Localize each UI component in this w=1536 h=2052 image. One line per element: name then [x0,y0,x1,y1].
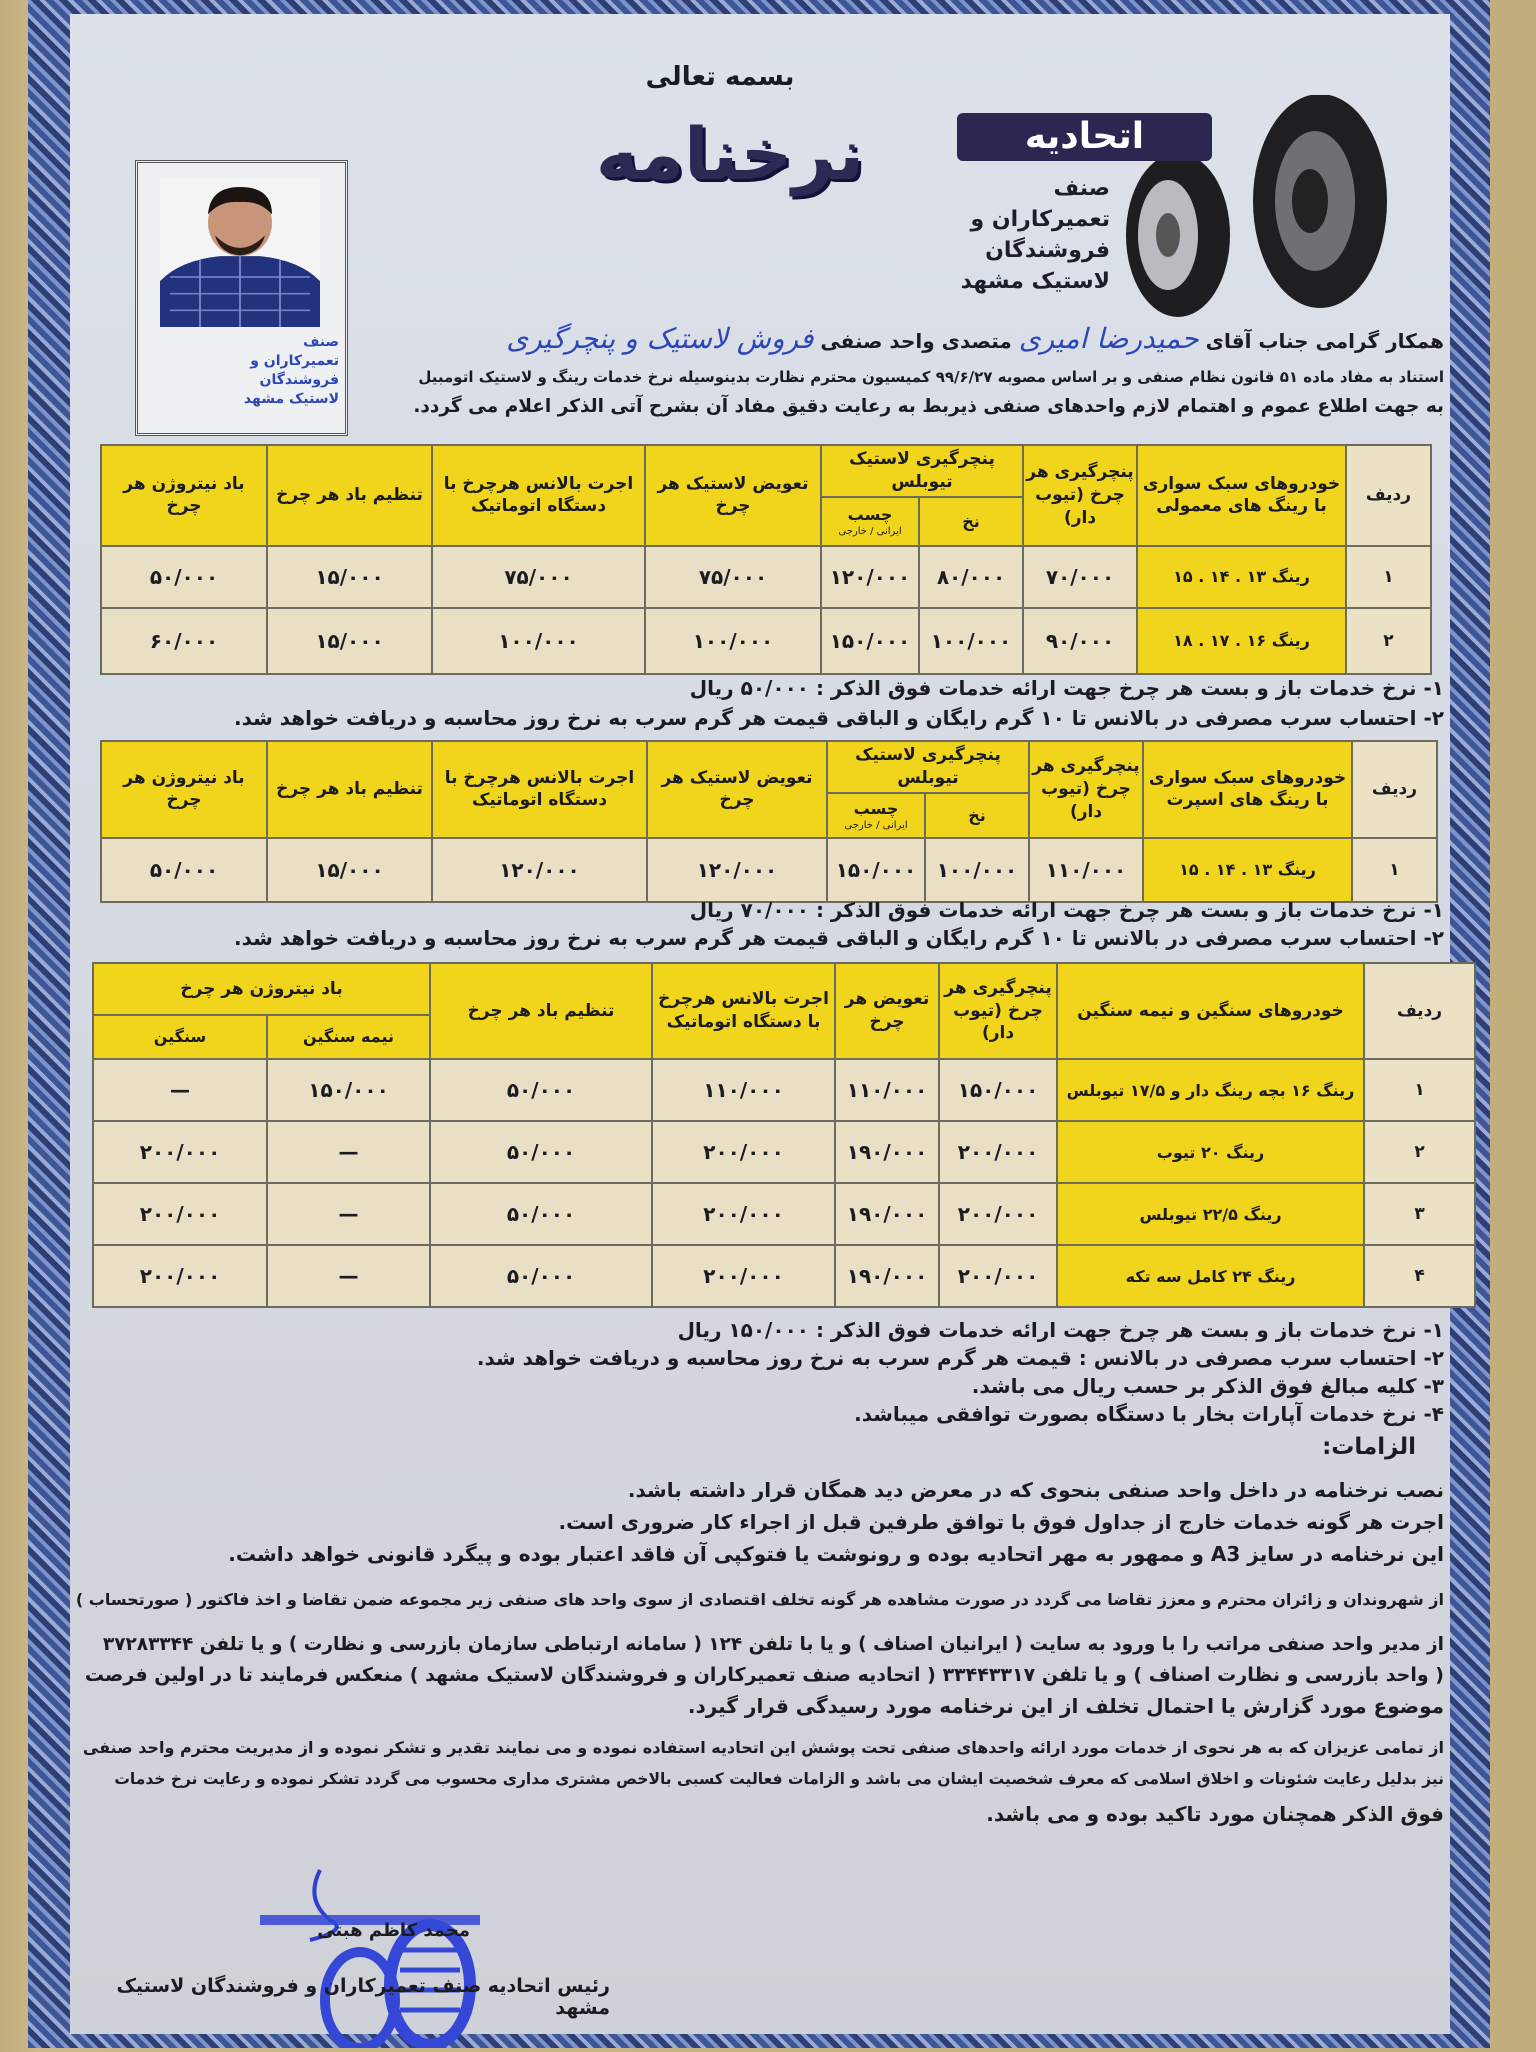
logo-line: صنف [1053,176,1110,201]
header-thread [925,793,1029,838]
price-balance [652,1121,835,1183]
requirements-title: الزامات: [1322,1434,1416,1460]
table-row [93,1183,1475,1245]
row-number-text: ۲ [1414,1142,1425,1162]
price-change-text: ۱۰۰/۰۰۰ [692,628,774,653]
closing-line: از تمامی عزیزان که به هر نحوی از خدمات مورد ارائه واحدهای صنفی تحت پوشش این اتحادیه استفاده نموده و می نمایند تقدیر و تشکر نموده و از مدیریت محترم واحد صنفی [82,1738,1444,1757]
requirement-line: موضوع مورد گزارش یا احتمال تخلف از این نرخنامه مورد رسیدگی قرار گیرد. [687,1694,1444,1718]
header-row-number [1346,445,1431,546]
row-number [1364,1059,1475,1121]
price-semi [267,1059,430,1121]
price-balance-text: ۲۰۰/۰۰۰ [703,1140,784,1164]
table-row [93,1121,1475,1183]
price-glue [821,546,919,608]
price-change-text: ۱۹۰/۰۰۰ [846,1264,928,1288]
header-air-text: تنظیم باد هر چرخ [467,1000,615,1021]
header-thread-text: نخ [968,805,986,825]
header-tube-puncture [1023,445,1137,546]
holder-photo [160,177,320,327]
price-tube-text: ۲۰۰/۰۰۰ [957,1202,1039,1226]
row-number-text: ۱ [1383,566,1394,587]
price-semi-text: — [338,1140,359,1164]
table1-note-1: ۱- نرخ خدمات باز و بست هر چرخ جهت ارائه خدمات فوق الذکر : ۵۰/۰۰۰ ریال [689,676,1444,700]
page-title: نرخنامه [595,112,865,196]
header-tire-change-text: تعویض لاستیک هر چرخ [661,767,813,811]
price-air-text: ۱۵/۰۰۰ [315,564,384,589]
vehicle-rim [1057,1245,1364,1307]
header-tube-puncture-text: پنچرگیری هر چرخ (تیوب دار) [944,977,1052,1044]
header-row-number-text: ردیف [1396,1000,1443,1021]
logo-line: تعمیرکاران و [970,207,1110,232]
business-type-handwritten: فروش لاستیک و پنچرگیری [506,322,814,355]
row-number [1364,1121,1475,1183]
header-semi-heavy-text: نیمه سنگین [302,1027,395,1047]
header-air-text: تنظیم باد هر چرخ [276,484,423,505]
header-tube-puncture [939,963,1057,1059]
header-glue-note: ایرانی / خارجی [838,526,902,538]
price-change [835,1245,939,1307]
price-heavy-text: — [170,1078,190,1102]
header-glue-text: چسب [847,504,893,524]
header-nitrogen-text: باد نیتروژن هر چرخ [123,473,245,517]
table-row [93,1059,1475,1121]
price-air [430,1245,652,1307]
price-tube-text: ۱۱۰/۰۰۰ [1045,857,1127,882]
header-heavy [93,1015,267,1059]
table3-note-2: ۲- احتساب سرب مصرفی در بالانس : قیمت هر گرم سرب به نرخ روز محاسبه و دریافت خواهد شد. [476,1346,1444,1370]
header-tire-change [645,445,821,546]
table-row [93,1245,1475,1307]
vehicle-rim-text: رینگ ۱۶ . ۱۷ . ۱۸ [1173,631,1310,651]
vehicle-rim [1143,838,1352,902]
header-vehicle [1143,741,1352,838]
price-nitrogen-text: ۵۰/۰۰۰ [149,564,219,589]
price-change-text: ۱۲۰/۰۰۰ [696,857,778,882]
price-semi [267,1121,430,1183]
price-thread-text: ۱۰۰/۰۰۰ [936,857,1018,882]
header-vehicle-text: خودروهای سبک سواری با رینگ های معمولی [1142,473,1341,517]
intro-line-3: به جهت اطلاع عموم و اهتمام لازم واحدهای صنفی ذیربط به رعایت دقیق مفاد آن بشرح آتی الذکر اعلام می گردد. [413,396,1444,417]
header-tire-change-text: تعویض هر چرخ [844,989,930,1032]
table2-note-2: ۲- احتساب سرب مصرفی در بالانس تا ۱۰ گرم رایگان و الباقی قیمت هر گرم سرب به نرخ روز محاسبه و دریافت خواهد شد. [233,926,1444,950]
price-thread [919,546,1023,608]
price-air-text: ۵۰/۰۰۰ [506,1202,576,1226]
table1 [100,444,1432,675]
price-balance [432,838,647,902]
logo-line: لاستیک مشهد [960,269,1110,294]
price-tube-text: ۷۰/۰۰۰ [1045,564,1115,589]
price-tube-text: ۱۵۰/۰۰۰ [957,1078,1039,1102]
header-nitrogen-group-text: باد نیتروژن هر چرخ [180,978,343,999]
price-balance-text: ۲۰۰/۰۰۰ [703,1202,784,1226]
header-nitrogen [101,741,267,838]
price-nitrogen [101,546,267,608]
header-balance-text: اجرت بالانس هرچرخ با دستگاه اتوماتیک [444,767,635,811]
header-vehicle [1057,963,1364,1059]
price-air [267,838,432,902]
price-nitrogen [101,608,267,674]
price-glue [821,608,919,674]
requirement-line: از مدیر واحد صنفی مراتب را با ورود به سایت ( ایرانیان اصناف ) و یا با تلفن ۱۲۴ ( سامانه ارتباطی سازمان بازرسی و نظارت ) و یا تلفن ۳۷۲۸۳۳۴۴ [102,1634,1444,1655]
price-nitrogen-text: ۵۰/۰۰۰ [149,857,219,882]
header-tube-puncture-text: پنچرگیری هر چرخ (تیوب دار) [1026,462,1134,528]
header-tubeless-group-text: پنچرگیری لاستیک تیوبلس [855,745,1001,788]
header-vehicle-text: خودروهای سنگین و نیمه سنگین [1077,1000,1344,1021]
price-balance [652,1059,835,1121]
price-tube [1023,546,1137,608]
header-air-text: تنظیم باد هر چرخ [276,778,423,799]
row-number-text: ۱ [1414,1080,1425,1100]
price-air [267,608,432,674]
price-balance-text: ۱۲۰/۰۰۰ [499,857,580,882]
price-change [835,1121,939,1183]
photo-stamp-line: صنف [303,334,339,350]
table-row [101,546,1431,608]
header-tubeless-group-text: پنچرگیری لاستیک تیوبلس [849,449,995,492]
price-change [835,1183,939,1245]
price-glue-text: ۱۵۰/۰۰۰ [835,857,917,882]
table3-note-4: ۴- نرخ خدمات آپارات بخار با دستگاه بصورت توافقی میباشد. [854,1402,1444,1426]
price-balance [652,1183,835,1245]
table3-note-3: ۳- کلیه مبالغ فوق الذکر بر حسب ریال می باشد. [971,1374,1444,1398]
price-heavy [93,1059,267,1121]
signatory-name: محمد کاظم هبتی [317,1920,470,1941]
intro-prefix: همکار گرامی جناب آقای [1205,329,1444,353]
price-nitrogen [101,838,267,902]
header-tire-change-text: تعویض لاستیک هر چرخ [657,473,809,517]
header-thread-text: نخ [962,511,980,531]
photo-stamp-line: تعمیرکاران و [250,353,339,369]
price-semi-text: — [338,1202,359,1226]
price-thread [925,838,1029,902]
price-tube-text: ۲۰۰/۰۰۰ [957,1264,1039,1288]
header-air [267,445,432,546]
vehicle-rim-text: رینگ ۲۰ تیوب [1156,1142,1265,1162]
price-glue-text: ۱۲۰/۰۰۰ [829,564,911,589]
price-semi [267,1183,430,1245]
header-nitrogen-text: باد نیتروژن هر چرخ [123,767,245,811]
vehicle-rim [1057,1183,1364,1245]
price-change-text: ۱۹۰/۰۰۰ [846,1202,928,1226]
price-nitrogen-text: ۶۰/۰۰۰ [149,628,219,653]
table1-note-2: ۲- احتساب سرب مصرفی در بالانس تا ۱۰ گرم رایگان و الباقی قیمت هر گرم سرب به نرخ روز محاسبه و دریافت خواهد شد. [233,706,1444,730]
vehicle-rim-text: رینگ ۱۳ . ۱۴ . ۱۵ [1179,860,1316,880]
requirement-line: اجرت هر گونه خدمات خارج از جداول فوق با توافق طرفین قبل از اجراء کار ضروری است. [558,1510,1444,1534]
header-nitrogen-group [93,963,430,1015]
table3-note-1: ۱- نرخ خدمات باز و بست هر چرخ جهت ارائه خدمات فوق الذکر : ۱۵۰/۰۰۰ ریال [677,1318,1444,1342]
header-tubeless-group [827,741,1029,793]
price-tube [939,1245,1057,1307]
price-heavy [93,1183,267,1245]
closing-line: فوق الذکر همچنان مورد تاکید بوده و می باشد. [986,1802,1444,1826]
header-thread [919,497,1023,546]
photo-stamp-text [189,333,339,409]
price-air-text: ۱۵/۰۰۰ [315,628,384,653]
price-tube-text: ۹۰/۰۰۰ [1045,628,1115,653]
row-number [1364,1183,1475,1245]
price-tube [939,1059,1057,1121]
header-row-number-text: ردیف [1365,484,1412,505]
row-number-text: ۱ [1389,859,1400,880]
vehicle-rim [1057,1059,1364,1121]
price-balance [432,546,645,608]
union-logo [940,95,1390,320]
vehicle-rim [1057,1121,1364,1183]
price-balance-text: ۷۵/۰۰۰ [504,564,573,589]
photo-stamp-line: لاستیک مشهد [243,391,339,407]
requirement-line: از شهروندان و زائران محترم و معزز تقاضا می گردد در صورت مشاهده هر گونه تخلف اقتصادی از سوی واحد های صنفی زیر مجموعه ضمن تقاضا و اخذ فاکتور ( صورتحساب ) [75,1590,1444,1609]
header-glue-text: چسب [853,798,899,818]
price-tube [939,1183,1057,1245]
row-number [1346,608,1431,674]
table2-note-1: ۱- نرخ خدمات باز و بست هر چرخ جهت ارائه خدمات فوق الذکر : ۷۰/۰۰۰ ریال [689,898,1444,922]
bismillah: بسمه تعالی [645,62,795,92]
vehicle-rim [1137,608,1346,674]
price-change-text: ۷۵/۰۰۰ [698,564,768,589]
photo-stamp-line: فروشندگان [259,372,339,388]
table-row [101,838,1437,902]
price-air [267,546,432,608]
price-tube-text: ۲۰۰/۰۰۰ [957,1140,1039,1164]
price-thread [919,608,1023,674]
price-air-text: ۵۰/۰۰۰ [506,1264,576,1288]
header-tube-puncture [1029,741,1143,838]
header-row-number [1364,963,1475,1059]
row-number [1346,546,1431,608]
price-semi [267,1245,430,1307]
header-balance [652,963,835,1059]
price-heavy-text: ۲۰۰/۰۰۰ [139,1264,221,1288]
price-air [430,1183,652,1245]
stamp-icon [250,1860,490,2048]
price-balance-text: ۲۰۰/۰۰۰ [703,1264,784,1288]
holder-name-handwritten: حمیدرضا امیری [1018,322,1199,355]
logo-line: فروشندگان [985,238,1110,263]
price-tube [1029,838,1143,902]
intro-line-1 [506,322,1444,355]
row-number [1364,1245,1475,1307]
price-air-text: ۵۰/۰۰۰ [506,1078,576,1102]
vehicle-rim-text: رینگ ۲۴ کامل سه تکه [1125,1266,1296,1286]
header-semi-heavy [267,1015,430,1059]
price-air-text: ۱۵/۰۰۰ [315,857,384,882]
price-change [835,1059,939,1121]
header-tubeless-group [821,445,1023,497]
header-vehicle-text: خودروهای سبک سواری با رینگ های اسپرت [1148,767,1347,811]
row-number [1352,838,1437,902]
header-row-number [1352,741,1437,838]
price-change-text: ۱۱۰/۰۰۰ [846,1078,928,1102]
price-tube [1023,608,1137,674]
price-balance [432,608,645,674]
intro-line-2: استناد به مفاد ماده ۵۱ قانون نظام صنفی و بر اساس مصوبه ۹۹/۶/۲۷ کمیسیون محترم نظارت بدینوسیله نرخ خدمات رینگ و لاستیک اتومبیل [418,368,1444,386]
vehicle-rim-text: رینگ ۱۳ . ۱۴ . ۱۵ [1173,567,1310,587]
vehicle-rim [1137,546,1346,608]
price-air [430,1059,652,1121]
table3 [92,962,1476,1308]
price-heavy [93,1245,267,1307]
header-tire-change [647,741,827,838]
table2 [100,740,1438,903]
price-glue [827,838,925,902]
price-change [645,546,821,608]
price-glue-text: ۱۵۰/۰۰۰ [829,628,911,653]
price-air-text: ۵۰/۰۰۰ [506,1140,576,1164]
price-tube [939,1121,1057,1183]
price-semi-text: — [338,1264,359,1288]
row-number-text: ۴ [1414,1266,1425,1286]
price-heavy-text: ۲۰۰/۰۰۰ [139,1202,221,1226]
requirement-line: نصب نرخنامه در داخل واحد صنفی بنحوی که در معرض دید همگان قرار داشته باشد. [627,1478,1444,1502]
price-change-text: ۱۹۰/۰۰۰ [846,1140,928,1164]
header-heavy-text: سنگین [153,1027,207,1047]
header-nitrogen [101,445,267,546]
header-row-number-text: ردیف [1371,778,1418,799]
header-tube-puncture-text: پنچرگیری هر چرخ (تیوب دار) [1032,756,1140,822]
price-change [647,838,827,902]
header-balance [432,445,645,546]
vehicle-rim-text: رینگ ۲۲/۵ تیوبلس [1139,1204,1282,1224]
price-thread-text: ۸۰/۰۰۰ [936,564,1006,589]
signatory-role: رئیس اتحادیه صنف تعمیرکاران و فروشندگان لاستیک مشهد [116,1975,610,2019]
header-glue [821,497,919,546]
vehicle-rim-text: رینگ ۱۶ بچه رینگ دار و ۱۷/۵ تیوبلس [1066,1080,1355,1100]
closing-line: نیز بدلیل رعایت شئونات و اخلاق اسلامی که معرف شخصیت ایشان می باشد و الزامات فعالیت کسبی بالاخص مشتری مداری محسوب می گردد تشکر نموده و رعایت نرخ خدمات [114,1770,1444,1788]
price-thread-text: ۱۰۰/۰۰۰ [930,628,1012,653]
requirement-line: این نرخنامه در سایز A3 و ممهور به مهر اتحادیه بوده و رونوشت یا فتوکپی آن فاقد اعتبار بوده و پیگرد قانونی خواهد داشت. [228,1542,1444,1566]
requirement-line: ( واحد بازرسی و نظارت اصناف ) و یا تلفن ۳۳۴۴۳۳۱۷ ( اتحادیه صنف تعمیرکاران و فروشندگان لاستیک مشهد ) منعکس فرمایند تا در اولین فرصت [84,1664,1444,1686]
logo-text [960,173,1110,297]
price-semi-text: ۱۵۰/۰۰۰ [308,1078,389,1102]
price-change [645,608,821,674]
table-row [101,608,1431,674]
price-balance-text: ۱۱۰/۰۰۰ [703,1078,784,1102]
price-heavy-text: ۲۰۰/۰۰۰ [139,1140,221,1164]
price-heavy [93,1121,267,1183]
holder-photo-frame [135,160,348,436]
row-number-text: ۲ [1383,630,1394,651]
logo-banner: اتحادیه [957,113,1212,161]
header-air [430,963,652,1059]
header-balance [432,741,647,838]
header-glue [827,793,925,838]
price-air [430,1121,652,1183]
union-stamp [250,1860,490,2048]
intro-middle: متصدی واحد صنفی [820,329,1012,353]
header-tire-change [835,963,939,1059]
row-number-text: ۳ [1414,1204,1425,1224]
price-balance [652,1245,835,1307]
header-air [267,741,432,838]
header-balance-text: اجرت بالانس هرچرخ با دستگاه اتوماتیک [658,989,829,1032]
header-vehicle [1137,445,1346,546]
header-glue-note: ایرانی / خارجی [844,820,908,832]
header-balance-text: اجرت بالانس هرچرخ با دستگاه اتوماتیک [443,473,634,517]
price-balance-text: ۱۰۰/۰۰۰ [498,628,579,653]
